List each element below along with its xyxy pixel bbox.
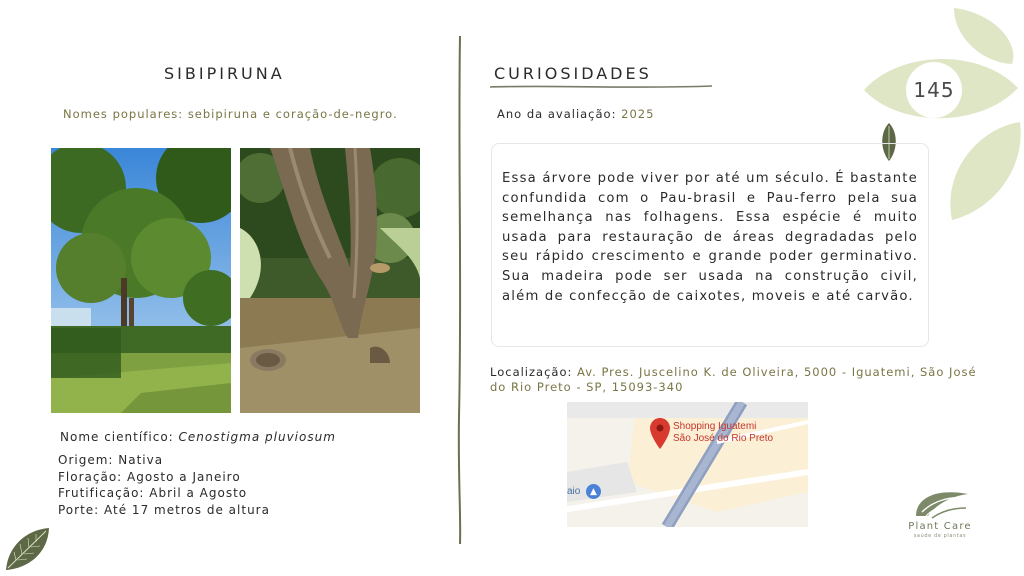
location-label: Localização: bbox=[490, 365, 573, 379]
brand-tagline: saúde de plantas bbox=[913, 533, 967, 539]
scientific-name-label: Nome científico: bbox=[60, 430, 174, 444]
tree-photo bbox=[51, 148, 231, 413]
shopping-bag-icon[interactable]: ▲ bbox=[586, 484, 601, 499]
origin-line: Origem: Nativa bbox=[58, 453, 164, 467]
flowering-line: Floração: Agosto a Janeiro bbox=[58, 469, 241, 484]
species-title: SIBIPIRUNA bbox=[164, 64, 285, 83]
scientific-name bbox=[60, 429, 336, 446]
title-underline bbox=[490, 84, 712, 90]
evaluation-year-value: 2025 bbox=[621, 107, 655, 121]
size-line: Porte: Até 17 metros de altura bbox=[58, 502, 270, 517]
evaluation-year bbox=[497, 107, 654, 121]
map-place-line2: São José do Rio Preto bbox=[673, 433, 774, 444]
map-pin-icon[interactable] bbox=[649, 418, 671, 450]
map-side-text: aio bbox=[567, 486, 581, 497]
trunk-photo bbox=[240, 148, 420, 413]
fruiting-line: Frutificação: Abril a Agosto bbox=[58, 486, 248, 500]
map-place-line1: Shopping Iguatemi bbox=[673, 421, 757, 432]
location-value: Av. Pres. Juscelino K. de Oliveira, 5000 - Iguatemi, São José do Rio Preto - SP, 15093-340 bbox=[490, 365, 977, 394]
evaluation-year-label: Ano da avaliação: bbox=[497, 107, 617, 121]
popular-names-label: Nomes populares: bbox=[63, 107, 184, 121]
page-number-badge: 145 bbox=[906, 62, 962, 118]
plant-care-logo-icon bbox=[912, 486, 970, 520]
popular-names bbox=[63, 107, 398, 121]
scientific-name-value: Cenostigma pluviosum bbox=[178, 430, 336, 444]
location-map[interactable] bbox=[567, 402, 808, 527]
curiosities-title: CURIOSIDADES bbox=[494, 64, 652, 83]
curiosity-text: Essa árvore pode viver por até um século. É bastante confundida com o Pau-brasil e Pau-ferro pela sua semelhança nas folhagens. Essa espécie é muito usada para restauração de áreas degradadas pelo seu rápido crescimento e grande poder germinativo. Sua madeira pode ser usada na construção civil, além de confecção de caixotes, moveis e até carvão. bbox=[502, 171, 918, 304]
popular-names-value: sebipiruna e coração-de-negro. bbox=[187, 107, 398, 121]
bottom-leaf-icon bbox=[2, 526, 52, 572]
location bbox=[490, 365, 980, 395]
vertical-divider bbox=[455, 36, 465, 544]
brand-name: Plant Care bbox=[908, 521, 972, 532]
map-place-label bbox=[673, 421, 773, 445]
